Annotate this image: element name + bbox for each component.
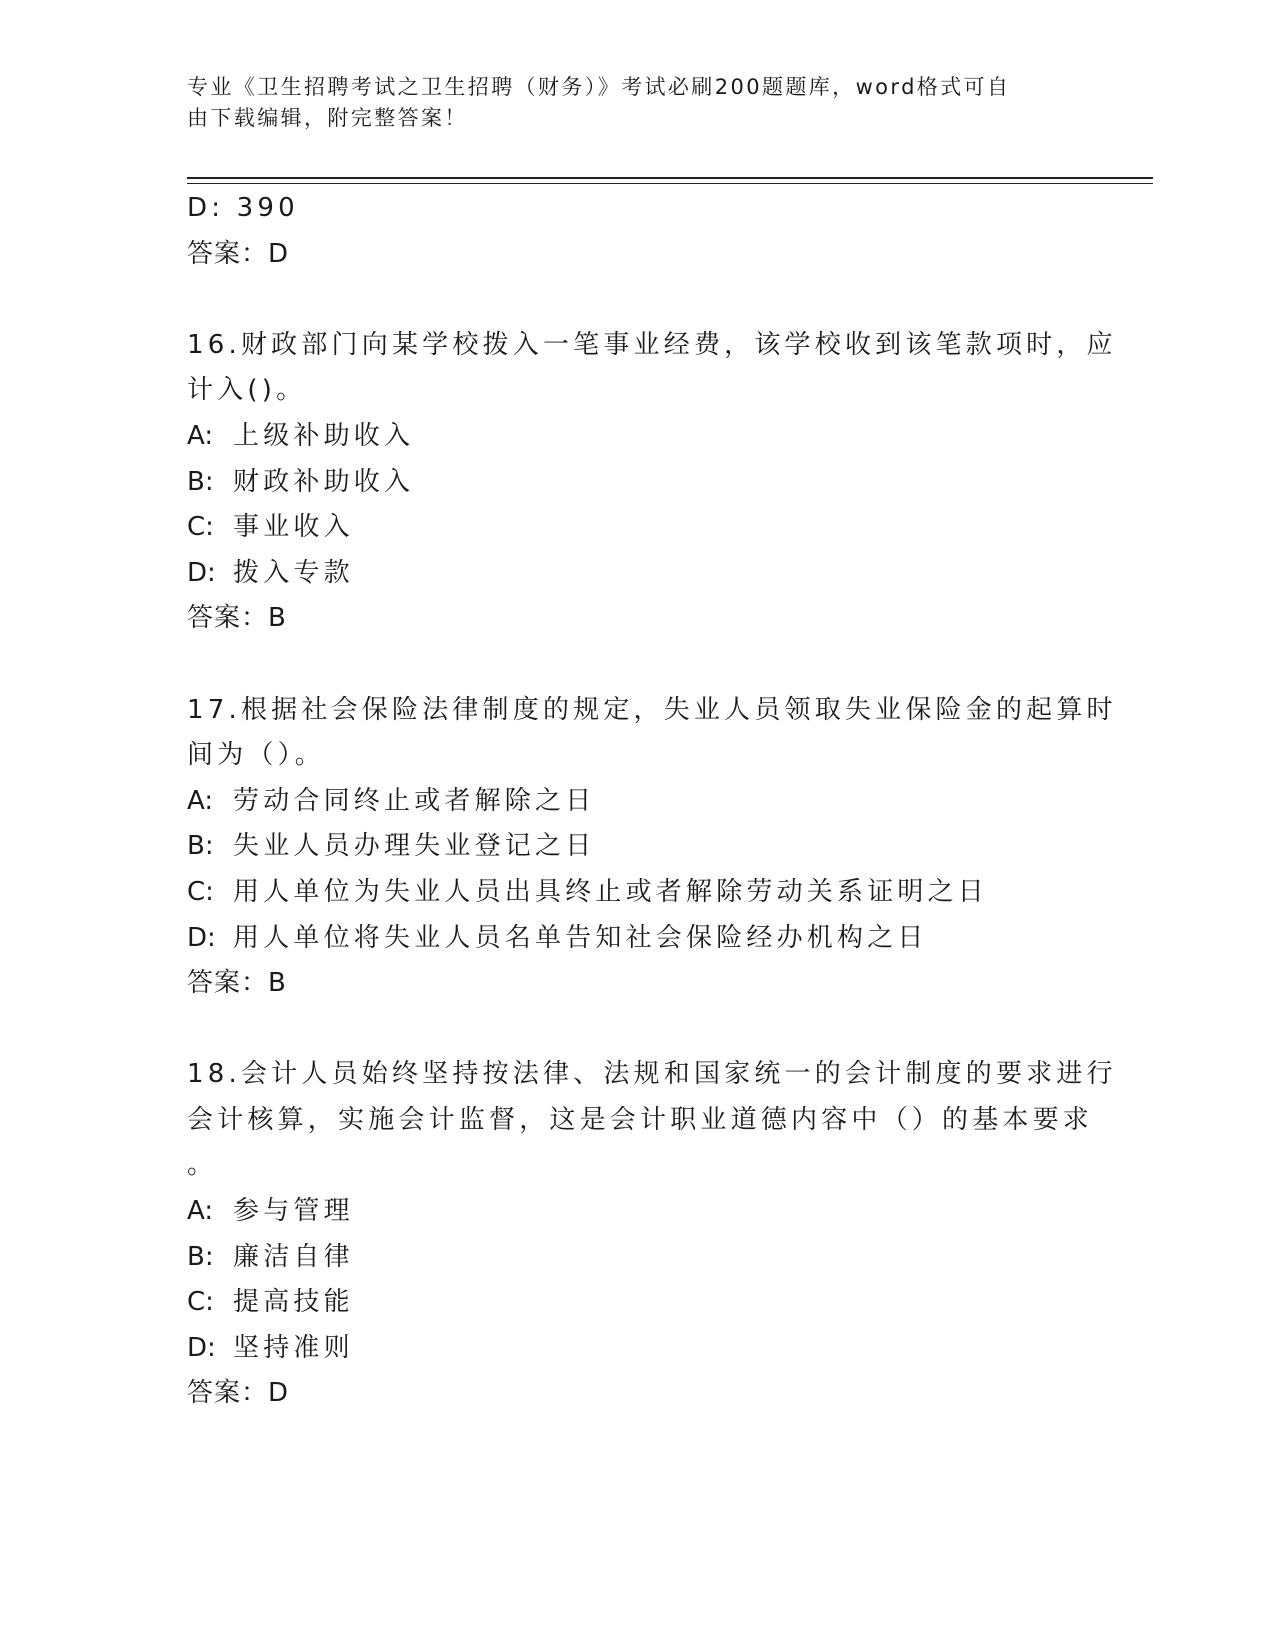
option-c	[187, 1280, 1087, 1326]
option-text: 参与管理	[233, 1196, 354, 1227]
option-b	[187, 460, 1087, 506]
option-letter: B:	[187, 466, 214, 497]
prev-answer: 答案：D	[187, 238, 290, 269]
option-text: 失业人员办理失业登记之日	[233, 831, 596, 862]
question-content	[187, 186, 1117, 1417]
option-letter: A:	[187, 785, 214, 816]
question-16	[187, 323, 1117, 642]
option-text: 用人单位为失业人员出具终止或者解除劳动关系证明之日	[233, 876, 989, 907]
question-stem-line: 18.会计人员始终坚持按法律、法规和国家统一的会计制度的要求进行	[187, 1059, 1117, 1090]
option-letter: B:	[187, 831, 214, 862]
option-letter: B:	[187, 1241, 214, 1272]
option-text: 劳动合同终止或者解除之日	[233, 785, 596, 816]
option-letter: D:	[187, 1332, 216, 1363]
prev-option-d: D: 390	[187, 193, 299, 223]
option-text: 拨入专款	[233, 557, 354, 588]
option-d	[187, 1326, 1087, 1372]
option-b	[187, 824, 1087, 870]
question-stem-line: 计入()。	[187, 375, 307, 406]
question-stem-line: 17.根据社会保险法律制度的规定，失业人员领取失业保险金的起算时	[187, 694, 1117, 725]
question-17	[187, 688, 1117, 1007]
option-letter: D:	[187, 922, 216, 953]
question-stem-line: 会计核算，实施会计监督，这是会计职业道德内容中（）的基本要求	[187, 1104, 1094, 1135]
option-letter: C:	[187, 1287, 214, 1318]
document-header	[187, 72, 1067, 134]
option-letter: A:	[187, 420, 214, 451]
header-rule-thin	[187, 183, 1153, 184]
answer: 答案：B	[187, 968, 287, 999]
option-text: 廉洁自律	[233, 1241, 354, 1272]
option-letter: A:	[187, 1196, 214, 1227]
spacer	[187, 642, 1087, 688]
option-text: 坚持准则	[233, 1332, 354, 1363]
option-letter: C:	[187, 512, 214, 543]
option-d	[187, 551, 1087, 597]
option-letter: C:	[187, 876, 214, 907]
answer: 答案：B	[187, 603, 287, 634]
question-18	[187, 1052, 1117, 1417]
option-text: 财政补助收入	[233, 466, 415, 497]
option-text: 提高技能	[233, 1287, 354, 1318]
header-line-1: 专业《卫生招聘考试之卫生招聘（财务）》考试必刷200题题库，word格式可自	[187, 75, 1011, 99]
option-text: 事业收入	[233, 512, 354, 543]
header-line-2: 由下载编辑，附完整答案！	[187, 106, 468, 130]
option-text: 用人单位将失业人员名单告知社会保险经办机构之日	[233, 922, 928, 953]
option-c	[187, 870, 1087, 916]
spacer	[187, 1007, 1087, 1053]
option-a	[187, 779, 1087, 825]
option-letter: D:	[187, 557, 216, 588]
question-stem-line: 间为（）。	[187, 740, 326, 771]
question-stem-line: 。	[187, 1150, 218, 1181]
option-a	[187, 414, 1087, 460]
question-stem-line: 16.财政部门向某学校拨入一笔事业经费，该学校收到该笔款项时，应	[187, 329, 1117, 360]
option-d	[187, 916, 1087, 962]
option-c	[187, 505, 1087, 551]
option-text: 上级补助收入	[233, 420, 415, 451]
header-rule-thick	[187, 177, 1153, 179]
answer: 答案：D	[187, 1378, 290, 1409]
spacer	[187, 277, 1087, 323]
option-b	[187, 1235, 1087, 1281]
option-a	[187, 1189, 1087, 1235]
